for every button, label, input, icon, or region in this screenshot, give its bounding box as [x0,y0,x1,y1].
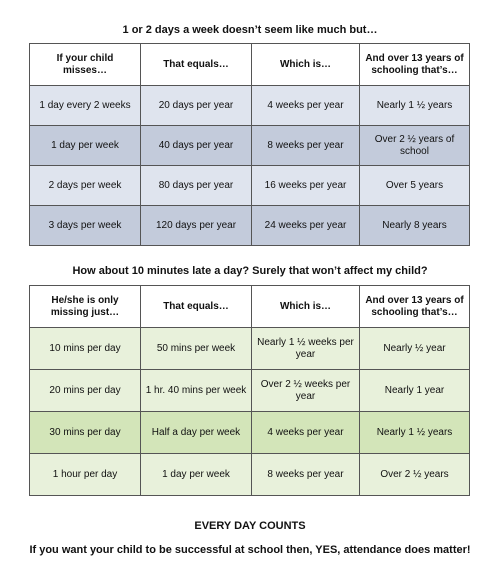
table-cell: 120 days per year [141,206,252,246]
table-row [30,328,470,370]
table-cell: 50 mins per week [141,328,252,370]
column-header: Which is… [252,286,360,328]
table-cell: 80 days per year [141,166,252,206]
table-cell: 10 mins per day [30,328,141,370]
table-cell: 4 weeks per year [252,86,360,126]
table-row [30,86,470,126]
table-row [30,370,470,412]
column-header: And over 13 years of schooling that’s… [360,286,470,328]
table-cell: 1 day every 2 weeks [30,86,141,126]
table-row [30,166,470,206]
table-row [30,206,470,246]
table-row [30,412,470,454]
table-cell: 3 days per week [30,206,141,246]
table-cell: 24 weeks per year [252,206,360,246]
table-cell: 40 days per year [141,126,252,166]
table-cell: Over 2 ½ years [360,454,470,496]
table-cell: 8 weeks per year [252,454,360,496]
column-header: And over 13 years of schooling that’s… [360,44,470,86]
table-cell: 8 weeks per year [252,126,360,166]
closing-statement: If you want your child to be successful at school then, YES, attendance does matter! [29,544,471,556]
table-header-row [30,44,470,86]
table-cell: 1 day per week [30,126,141,166]
column-header: Which is… [252,44,360,86]
every-day-counts-heading: EVERY DAY COUNTS [194,520,306,532]
table-cell: Nearly ½ year [360,328,470,370]
table-row [30,454,470,496]
table-cell: 4 weeks per year [252,412,360,454]
table-cell: Over 2 ½ weeks per year [252,370,360,412]
table-cell: Nearly 1 ½ weeks per year [252,328,360,370]
column-header: That equals… [141,44,252,86]
table-cell: 30 mins per day [30,412,141,454]
table-cell: Nearly 1 ½ years [360,86,470,126]
table-cell: 16 weeks per year [252,166,360,206]
table-cell: Over 5 years [360,166,470,206]
table-cell: 20 days per year [141,86,252,126]
table-cell: Over 2 ½ years of school [360,126,470,166]
column-header: He/she is only missing just… [30,286,141,328]
table-cell: 1 hour per day [30,454,141,496]
table-cell: 1 day per week [141,454,252,496]
days-missed-table [29,43,470,246]
middle-heading: How about 10 minutes late a day? Surely that won’t affect my child? [72,265,428,277]
column-header: That equals… [141,286,252,328]
table-cell: 20 mins per day [30,370,141,412]
table-cell: 1 hr. 40 mins per week [141,370,252,412]
table-cell: Nearly 1 ½ years [360,412,470,454]
table-header-row [30,286,470,328]
table-cell: 2 days per week [30,166,141,206]
table-row [30,126,470,166]
table-cell: Nearly 8 years [360,206,470,246]
table-cell: Nearly 1 year [360,370,470,412]
minutes-late-table [29,285,470,496]
column-header: If your child misses… [30,44,141,86]
top-heading: 1 or 2 days a week doesn’t seem like much but… [122,24,378,36]
table-cell: Half a day per week [141,412,252,454]
